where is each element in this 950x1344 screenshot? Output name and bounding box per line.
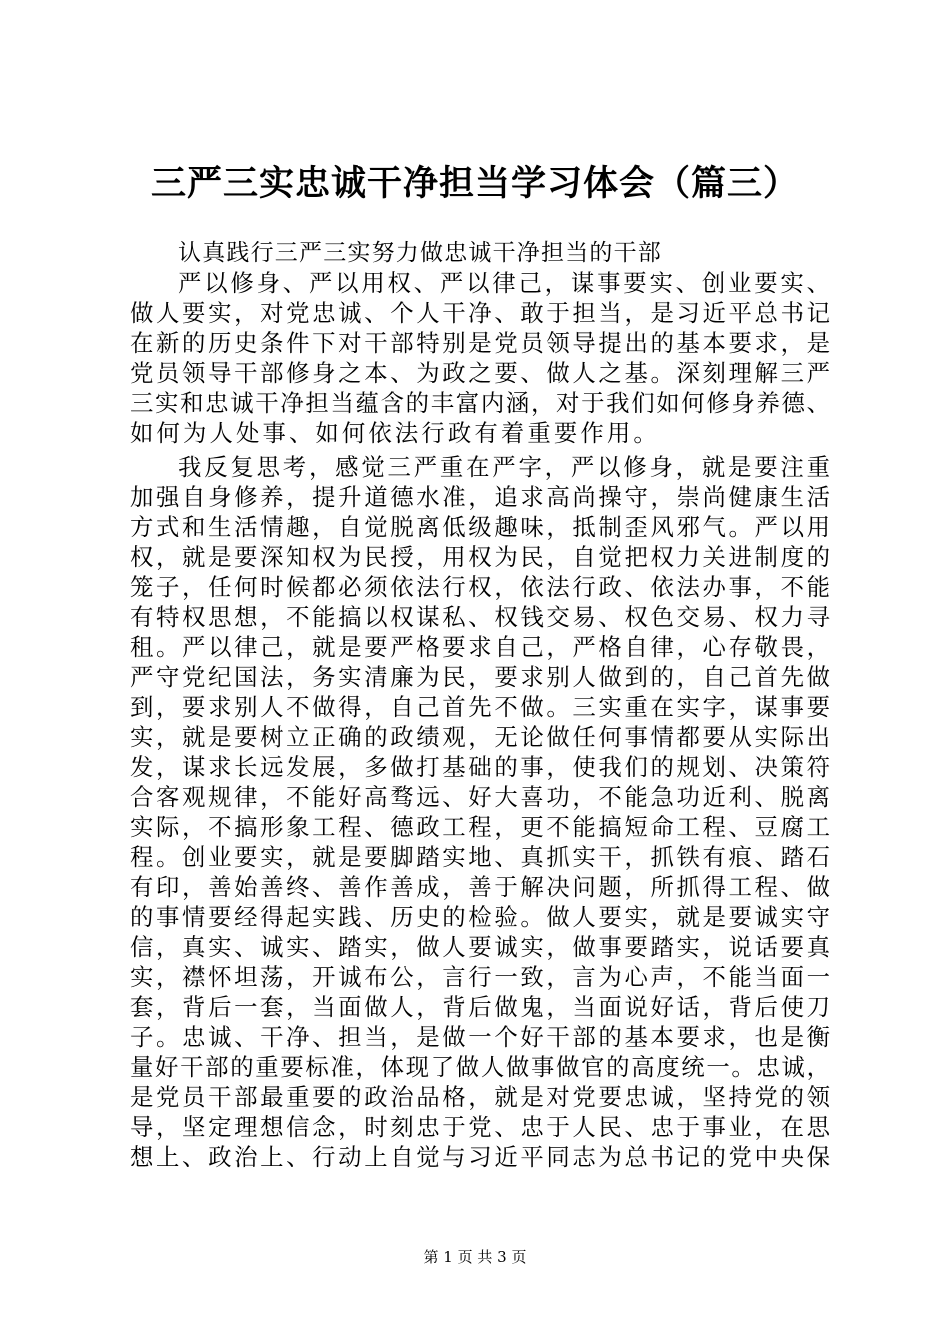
paragraph-line: 程。创业要实，就是要脚踏实地、真抓实干，抓铁有痕、踏石: [130, 843, 830, 871]
paragraph-line: 有特权思想，不能搞以权谋私、权钱交易、权色交易、权力寻: [130, 603, 830, 631]
paragraph-line: 有印，善始善终、善作善成，善于解决问题，所抓得工程、做: [130, 873, 830, 901]
document-title: 三严三实忠诚干净担当学习体会（篇三）: [150, 163, 799, 204]
paragraph-line: 实，就是要树立正确的政绩观，无论做任何事情都要从实际出: [130, 723, 830, 751]
paragraph-line: 如何为人处事、如何依法行政有着重要作用。: [130, 419, 660, 447]
document-subtitle: 认真践行三严三实努力做忠诚干净担当的干部: [178, 240, 662, 266]
paragraph-line: 我反复思考，感觉三严重在严字，严以修身，就是要注重: [178, 453, 830, 481]
paragraph-line: 租。严以律己，就是要严格要求自己，严格自律，心存敬畏，: [130, 633, 830, 661]
paragraph-line: 信，真实、诚实、踏实，做人要诚实，做事要踏实，说话要真: [130, 933, 830, 961]
paragraph-line: 的事情要经得起实践、历史的检验。做人要实，就是要诚实守: [130, 903, 830, 931]
paragraph-line: 党员领导干部修身之本、为政之要、做人之基。深刻理解三严: [130, 359, 830, 387]
paragraph-line: 严以修身、严以用权、严以律己，谋事要实、创业要实、: [178, 269, 830, 297]
paragraph-line: 做人要实，对党忠诚、个人干净、敢于担当，是习近平总书记: [130, 299, 830, 327]
paragraph-line: 合客观规律，不能好高骛远、好大喜功，不能急功近利、脱离: [130, 783, 830, 811]
paragraph-line: 严守党纪国法，务实清廉为民，要求别人做到的，自己首先做: [130, 663, 830, 691]
paragraph-line: 想上、政治上、行动上自觉与习近平同志为总书记的党中央保: [130, 1143, 830, 1171]
paragraph-line: 权，就是要深知权为民授，用权为民，自觉把权力关进制度的: [130, 543, 830, 571]
paragraph-line: 笼子，任何时候都必须依法行权，依法行政、依法办事，不能: [130, 573, 830, 601]
paragraph-line: 实际，不搞形象工程、德政工程，更不能搞短命工程、豆腐工: [130, 813, 830, 841]
paragraph-line: 量好干部的重要标准，体现了做人做事做官的高度统一。忠诚，: [130, 1053, 830, 1081]
paragraph-line: 是党员干部最重要的政治品格，就是对党要忠诚，坚持党的领: [130, 1083, 830, 1111]
paragraph-line: 发，谋求长远发展，多做打基础的事，使我们的规划、决策符: [130, 753, 830, 781]
paragraph-line: 导，坚定理想信念，时刻忠于党、忠于人民、忠于事业，在思: [130, 1113, 830, 1141]
paragraph-line: 套，背后一套，当面做人，背后做鬼，当面说好话，背后使刀: [130, 993, 830, 1021]
paragraph-line: 三实和忠诚干净担当蕴含的丰富内涵，对于我们如何修身养德、: [130, 389, 830, 417]
page-number-footer: 第 1 页 共 3 页: [423, 1248, 527, 1266]
paragraph-line: 到，要求别人不做得，自己首先不做。三实重在实字，谋事要: [130, 693, 830, 721]
paragraph-line: 在新的历史条件下对干部特别是党员领导提出的基本要求，是: [130, 329, 830, 357]
paragraph-line: 实，襟怀坦荡，开诚布公，言行一致，言为心声，不能当面一: [130, 963, 830, 991]
paragraph-line: 方式和生活情趣，自觉脱离低级趣味，抵制歪风邪气。严以用: [130, 513, 830, 541]
paragraph-line: 子。忠诚、干净、担当，是做一个好干部的基本要求，也是衡: [130, 1023, 830, 1051]
paragraph-line: 加强自身修养，提升道德水准，追求高尚操守，崇尚健康生活: [130, 483, 830, 511]
